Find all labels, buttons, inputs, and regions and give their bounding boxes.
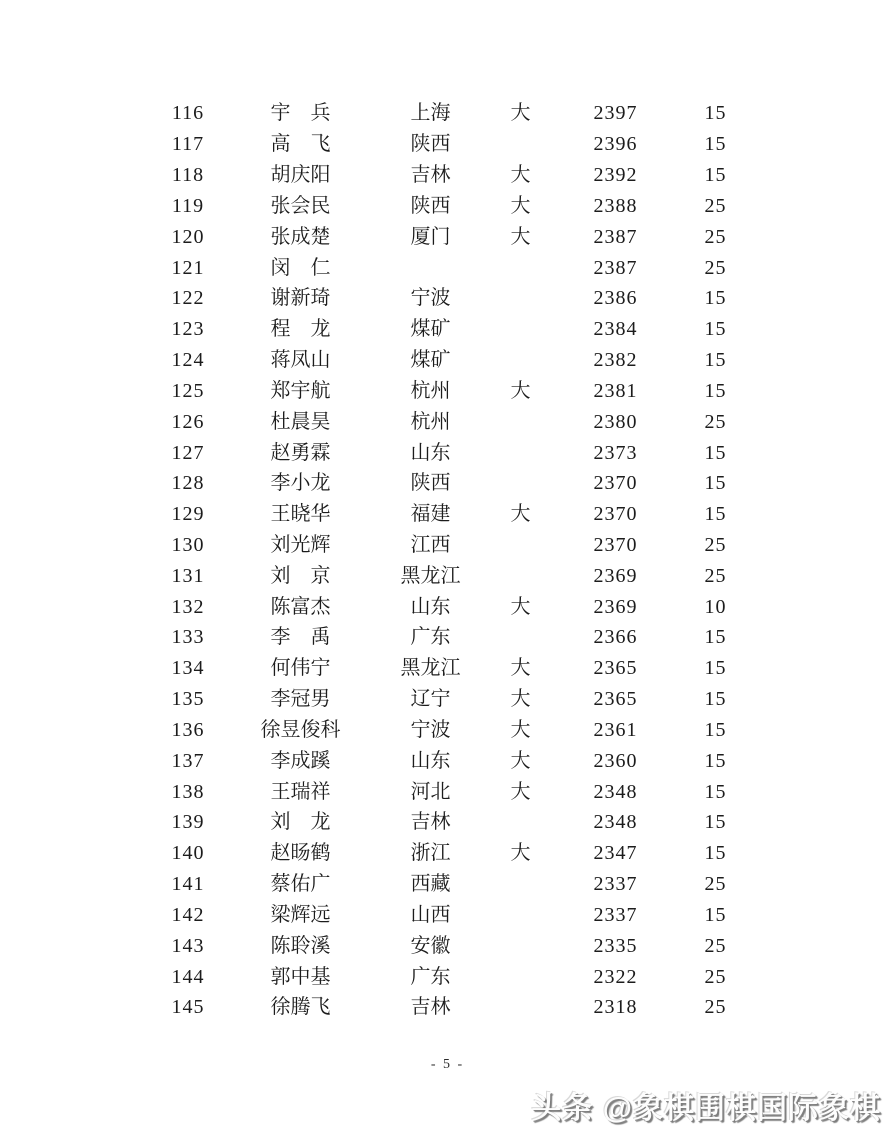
team-cell: 杭州 bbox=[410, 379, 451, 402]
player-name-cell: 刘光辉 bbox=[270, 534, 331, 556]
k-factor-cell: 15 bbox=[704, 903, 727, 926]
rank-cell: 133 bbox=[171, 626, 205, 649]
rating-cell: 2365 bbox=[593, 657, 638, 680]
team-cell: 黑龙江 bbox=[400, 657, 461, 680]
rating-cell: 2370 bbox=[593, 503, 638, 526]
k-factor-cell: 25 bbox=[704, 256, 727, 279]
rating-cell: 2370 bbox=[593, 472, 638, 495]
rank-cell: 118 bbox=[171, 164, 205, 187]
k-factor-cell: 15 bbox=[704, 472, 727, 495]
rating-cell: 2386 bbox=[593, 287, 638, 310]
table-row bbox=[148, 684, 753, 715]
rating-cell: 2392 bbox=[593, 164, 638, 187]
player-name-cell: 李 禹 bbox=[270, 626, 331, 649]
table-row bbox=[148, 961, 753, 992]
table-row bbox=[148, 221, 753, 252]
team-cell: 煤矿 bbox=[410, 318, 451, 341]
team-cell: 安徽 bbox=[410, 934, 451, 957]
rank-cell: 144 bbox=[171, 965, 205, 988]
table-row bbox=[148, 252, 753, 283]
k-factor-cell: 25 bbox=[704, 965, 727, 988]
player-name-cell: 李成蹊 bbox=[270, 749, 331, 772]
player-name-cell: 王瑞祥 bbox=[270, 780, 331, 803]
title-marker-cell: 大 bbox=[510, 718, 531, 741]
rating-cell: 2360 bbox=[593, 749, 638, 772]
rank-cell: 124 bbox=[171, 349, 205, 372]
rank-cell: 140 bbox=[171, 842, 205, 865]
player-name-cell: 谢新琦 bbox=[270, 287, 331, 310]
k-factor-cell: 10 bbox=[704, 595, 727, 618]
rank-cell: 139 bbox=[171, 811, 205, 834]
table-row bbox=[148, 930, 753, 961]
team-cell: 吉林 bbox=[410, 811, 451, 834]
table-row bbox=[148, 776, 753, 807]
rating-cell: 2348 bbox=[593, 811, 638, 834]
team-cell: 浙江 bbox=[410, 842, 451, 865]
team-cell: 吉林 bbox=[410, 996, 451, 1019]
rank-cell: 143 bbox=[171, 934, 205, 957]
player-name-cell: 闵 仁 bbox=[270, 256, 331, 279]
rank-cell: 119 bbox=[171, 194, 205, 217]
player-name-cell: 蔡佑广 bbox=[270, 873, 331, 896]
k-factor-cell: 15 bbox=[704, 718, 727, 741]
title-marker-cell: 大 bbox=[510, 225, 531, 248]
rating-cell: 2370 bbox=[593, 534, 638, 556]
rating-cell: 2382 bbox=[593, 349, 638, 372]
player-name-cell: 刘 京 bbox=[270, 564, 331, 587]
player-name-cell: 蒋凤山 bbox=[270, 349, 331, 372]
rank-cell: 127 bbox=[171, 441, 205, 464]
player-name-cell: 高 飞 bbox=[270, 133, 331, 156]
player-name-cell: 徐腾飞 bbox=[270, 996, 331, 1019]
rank-cell: 141 bbox=[171, 873, 205, 896]
player-name-cell: 张会民 bbox=[270, 194, 331, 217]
table-row bbox=[148, 345, 753, 376]
k-factor-cell: 25 bbox=[704, 410, 727, 433]
player-name-cell: 张成楚 bbox=[270, 225, 331, 248]
rating-cell: 2388 bbox=[593, 194, 638, 217]
team-cell: 广东 bbox=[410, 626, 451, 649]
rating-cell: 2347 bbox=[593, 842, 638, 865]
rank-cell: 131 bbox=[171, 564, 205, 587]
title-marker-cell: 大 bbox=[510, 749, 531, 772]
rating-cell: 2335 bbox=[593, 934, 638, 957]
title-marker-cell: 大 bbox=[510, 595, 531, 618]
player-name-cell: 程 龙 bbox=[270, 318, 331, 341]
team-cell: 广东 bbox=[410, 965, 451, 988]
player-name-cell: 王晓华 bbox=[270, 503, 331, 526]
table-row bbox=[148, 622, 753, 653]
player-name-cell: 陈聆溪 bbox=[270, 934, 331, 957]
rank-cell: 137 bbox=[171, 749, 205, 772]
rank-cell: 129 bbox=[171, 503, 205, 526]
rating-cell: 2361 bbox=[593, 718, 638, 741]
rank-cell: 136 bbox=[171, 718, 205, 741]
team-cell: 陕西 bbox=[410, 194, 451, 217]
team-cell: 宁波 bbox=[410, 718, 451, 741]
k-factor-cell: 15 bbox=[704, 503, 727, 526]
k-factor-cell: 15 bbox=[704, 842, 727, 865]
rank-cell: 120 bbox=[171, 225, 205, 248]
rating-cell: 2387 bbox=[593, 256, 638, 279]
rating-cell: 2369 bbox=[593, 564, 638, 587]
k-factor-cell: 15 bbox=[704, 133, 727, 156]
rank-cell: 123 bbox=[171, 318, 205, 341]
title-marker-cell: 大 bbox=[510, 379, 531, 402]
team-cell: 厦门 bbox=[410, 225, 451, 248]
team-cell: 西藏 bbox=[410, 873, 451, 896]
title-marker-cell: 大 bbox=[510, 842, 531, 865]
title-marker-cell: 大 bbox=[510, 503, 531, 526]
player-name-cell: 郭中基 bbox=[270, 965, 331, 988]
team-cell: 陕西 bbox=[410, 133, 451, 156]
k-factor-cell: 15 bbox=[704, 688, 727, 711]
rank-cell: 130 bbox=[171, 534, 205, 556]
team-cell: 山东 bbox=[410, 749, 451, 772]
rating-cell: 2373 bbox=[593, 441, 638, 464]
table-row bbox=[148, 807, 753, 838]
title-marker-cell: 大 bbox=[510, 194, 531, 217]
rating-cell: 2348 bbox=[593, 780, 638, 803]
player-name-cell: 梁辉远 bbox=[270, 903, 331, 926]
k-factor-cell: 15 bbox=[704, 379, 727, 402]
team-cell: 杭州 bbox=[410, 410, 451, 433]
toutiao-watermark: 头条 @象棋围棋国际象棋 bbox=[531, 1092, 881, 1125]
rating-cell: 2318 bbox=[593, 996, 638, 1019]
player-name-cell: 宇 兵 bbox=[270, 102, 331, 125]
k-factor-cell: 25 bbox=[704, 934, 727, 957]
team-cell: 福建 bbox=[410, 503, 451, 526]
k-factor-cell: 25 bbox=[704, 996, 727, 1019]
rating-cell: 2397 bbox=[593, 102, 638, 125]
table-row bbox=[148, 992, 753, 1023]
rank-cell: 116 bbox=[171, 102, 205, 125]
table-row bbox=[148, 98, 753, 129]
rating-cell: 2369 bbox=[593, 595, 638, 618]
table-row bbox=[148, 591, 753, 622]
team-cell: 宁波 bbox=[410, 287, 451, 310]
player-name-cell: 杜晨昊 bbox=[270, 410, 331, 433]
rank-cell: 142 bbox=[171, 903, 205, 926]
ranking-table bbox=[148, 98, 753, 1023]
team-cell: 山东 bbox=[410, 595, 451, 618]
team-cell: 吉林 bbox=[410, 164, 451, 187]
table-row bbox=[148, 715, 753, 746]
table-row bbox=[148, 900, 753, 931]
table-row bbox=[148, 530, 753, 561]
title-marker-cell: 大 bbox=[510, 780, 531, 803]
k-factor-cell: 15 bbox=[704, 318, 727, 341]
team-cell: 黑龙江 bbox=[400, 564, 461, 587]
table-row bbox=[148, 129, 753, 160]
team-cell: 江西 bbox=[410, 534, 451, 556]
rank-cell: 145 bbox=[171, 996, 205, 1019]
rating-cell: 2384 bbox=[593, 318, 638, 341]
rank-cell: 135 bbox=[171, 688, 205, 711]
player-name-cell: 郑宇航 bbox=[270, 379, 331, 402]
table-row bbox=[148, 375, 753, 406]
k-factor-cell: 15 bbox=[704, 626, 727, 649]
title-marker-cell: 大 bbox=[510, 164, 531, 187]
player-name-cell: 刘 龙 bbox=[270, 811, 331, 834]
k-factor-cell: 15 bbox=[704, 102, 727, 125]
team-cell: 煤矿 bbox=[410, 349, 451, 372]
player-name-cell: 陈富杰 bbox=[270, 595, 331, 618]
table-row bbox=[148, 560, 753, 591]
team-cell: 陕西 bbox=[410, 472, 451, 495]
rank-cell: 132 bbox=[171, 595, 205, 618]
team-cell: 河北 bbox=[410, 780, 451, 803]
rank-cell: 138 bbox=[171, 780, 205, 803]
team-cell: 上海 bbox=[410, 102, 451, 125]
rank-cell: 122 bbox=[171, 287, 205, 310]
rank-cell: 134 bbox=[171, 657, 205, 680]
team-cell: 辽宁 bbox=[410, 688, 451, 711]
table-row bbox=[148, 869, 753, 900]
rating-cell: 2380 bbox=[593, 410, 638, 433]
title-marker-cell: 大 bbox=[510, 657, 531, 680]
player-name-cell: 何伟宁 bbox=[270, 657, 331, 680]
player-name-cell: 徐昱俊科 bbox=[260, 718, 341, 741]
player-name-cell: 李冠男 bbox=[270, 688, 331, 711]
table-row bbox=[148, 437, 753, 468]
player-name-cell: 胡庆阳 bbox=[270, 164, 331, 187]
rating-cell: 2337 bbox=[593, 873, 638, 896]
table-row bbox=[148, 468, 753, 499]
player-name-cell: 赵旸鹤 bbox=[270, 842, 331, 865]
player-name-cell: 李小龙 bbox=[270, 472, 331, 495]
table-row bbox=[148, 499, 753, 530]
table-row bbox=[148, 838, 753, 869]
k-factor-cell: 15 bbox=[704, 657, 727, 680]
rank-cell: 128 bbox=[171, 472, 205, 495]
k-factor-cell: 25 bbox=[704, 534, 727, 556]
k-factor-cell: 15 bbox=[704, 749, 727, 772]
rank-cell: 117 bbox=[171, 133, 205, 156]
rating-cell: 2322 bbox=[593, 965, 638, 988]
rating-cell: 2366 bbox=[593, 626, 638, 649]
rating-cell: 2381 bbox=[593, 379, 638, 402]
table-row bbox=[148, 190, 753, 221]
k-factor-cell: 15 bbox=[704, 780, 727, 803]
k-factor-cell: 15 bbox=[704, 287, 727, 310]
k-factor-cell: 15 bbox=[704, 441, 727, 464]
team-cell: 山西 bbox=[410, 903, 451, 926]
k-factor-cell: 25 bbox=[704, 873, 727, 896]
table-row bbox=[148, 314, 753, 345]
table-row bbox=[148, 283, 753, 314]
rating-cell: 2337 bbox=[593, 903, 638, 926]
k-factor-cell: 15 bbox=[704, 811, 727, 834]
player-name-cell: 赵勇霖 bbox=[270, 441, 331, 464]
rating-cell: 2387 bbox=[593, 225, 638, 248]
k-factor-cell: 25 bbox=[704, 194, 727, 217]
title-marker-cell: 大 bbox=[510, 102, 531, 125]
k-factor-cell: 15 bbox=[704, 349, 727, 372]
page-number: - 5 - bbox=[430, 1057, 465, 1072]
rating-cell: 2365 bbox=[593, 688, 638, 711]
title-marker-cell: 大 bbox=[510, 688, 531, 711]
table-row bbox=[148, 653, 753, 684]
k-factor-cell: 15 bbox=[704, 164, 727, 187]
team-cell: 山东 bbox=[410, 441, 451, 464]
table-row bbox=[148, 745, 753, 776]
table-row bbox=[148, 160, 753, 191]
k-factor-cell: 25 bbox=[704, 225, 727, 248]
rank-cell: 126 bbox=[171, 410, 205, 433]
rating-cell: 2396 bbox=[593, 133, 638, 156]
table-row bbox=[148, 406, 753, 437]
rank-cell: 125 bbox=[171, 379, 205, 402]
rank-cell: 121 bbox=[171, 256, 205, 279]
k-factor-cell: 25 bbox=[704, 564, 727, 587]
